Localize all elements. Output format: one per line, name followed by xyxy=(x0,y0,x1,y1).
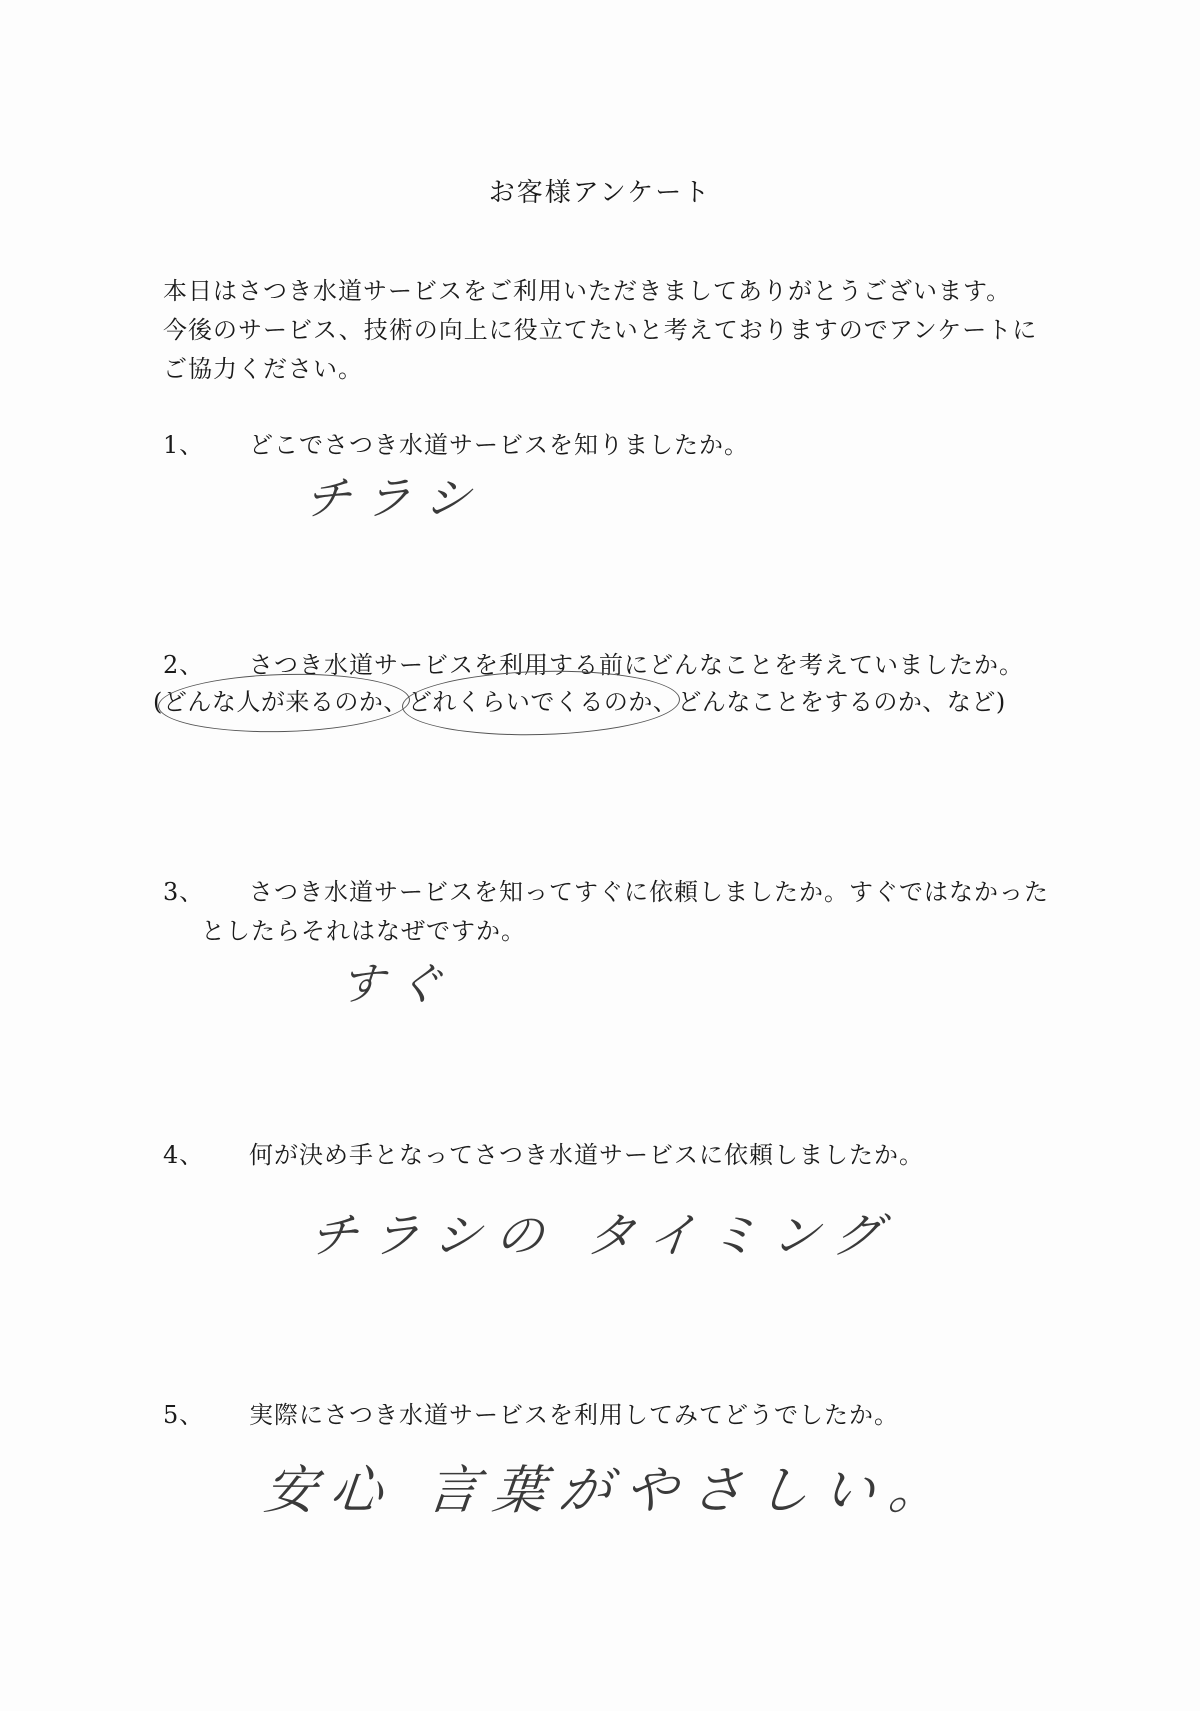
question-number: 4、 xyxy=(163,1141,205,1169)
intro-line: 今後のサービス、技術の向上に役立てたいと考えておりますのでアンケートに xyxy=(163,316,1038,344)
page-title: お客様アンケート xyxy=(488,178,712,208)
intro-line: 本日はさつき水道サービスをご利用いただきましてありがとうございます。 xyxy=(163,277,1012,305)
question-text: 実際にさつき水道サービスを利用してみてどうでしたか。 xyxy=(249,1401,899,1429)
question-text: 何が決め手となってさつき水道サービスに依頼しましたか。 xyxy=(249,1141,924,1169)
question-text: さつき水道サービスを知ってすぐに依頼しましたか。すぐではなかった xyxy=(249,878,1049,906)
answer-4-handwritten: チラシの タイミング xyxy=(306,1208,898,1264)
question-number: 3、 xyxy=(163,878,205,906)
question-number: 1、 xyxy=(163,431,205,459)
intro-line: ご協力ください。 xyxy=(163,355,363,383)
handwritten-circle-choice-1 xyxy=(157,671,410,736)
intro-text xyxy=(163,272,1063,389)
question-text-continued: としたらそれはなぜですか。 xyxy=(201,917,526,945)
answer-3-handwritten: すぐ xyxy=(336,959,459,1010)
question-text: どこでさつき水道サービスを知りましたか。 xyxy=(249,431,749,459)
question-number: 2、 xyxy=(163,651,205,679)
question-text: さつき水道サービスを利用する前にどんなことを考えていましたか。 xyxy=(249,651,1024,679)
answer-5-handwritten: 安心 言葉がやさしい。 xyxy=(261,1461,959,1521)
question-2-hint: (どんな人が来るのか、どれくらいでくるのか、どんなことをするのか、など) xyxy=(153,688,1006,716)
question-number: 5、 xyxy=(163,1401,205,1429)
answer-1-handwritten: チラシ xyxy=(301,471,488,525)
